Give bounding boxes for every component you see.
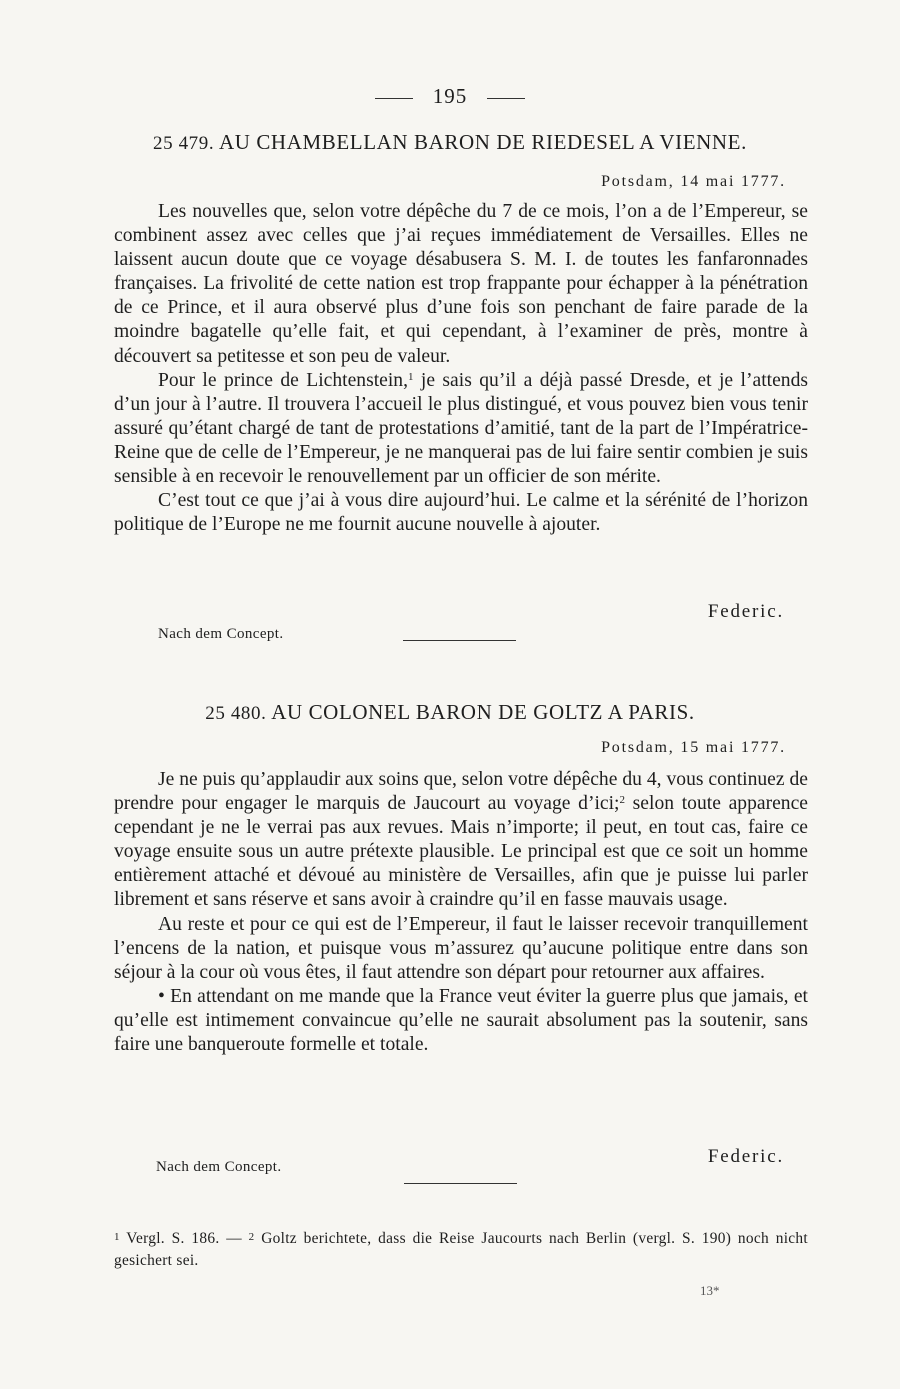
header-rule-left [375, 98, 413, 99]
letter-1-end-rule [403, 640, 516, 641]
letter-2-end-rule [404, 1183, 517, 1184]
letter-1-number: 25 479. [153, 133, 215, 154]
letter-2-paragraph-3 [114, 985, 808, 1057]
paragraph-text: je sais qu’il a déjà passé Dresde, et je l’attends d’un jour à l’autre. Il trouvera l’accueil le plus distingué, et vous pouvez bien vous tenir assuré qu’étant chargé de tant de protestations d’amitié, tant de la part de l’Impératrice-Reine que de celle de l’Empereur, je ne manquerai pas de lui faire sentir combien je suis sensible à en recevoir le renouvellement par un officier de son mérite. [114, 369, 808, 488]
paragraph-text: Au reste et pour ce qui est de l’Empereur, il faut le laisser recevoir tranquillement l’encens de la nation, et puisque vous m’assurez qu’aucune politique entre dans son séjour à la cour où vous êtes, il faut attendre son départ pour retourner aux affaires. [114, 913, 808, 983]
paragraph-text: C’est tout ce que j’ai à vous dire aujourd’hui. Le calme et la sérénité de l’horizon politique de l’Europe ne me fournit aucune nouvelle à ajouter. [114, 490, 808, 536]
footnote-2-text: Goltz berichtete, dass die Reise Jaucourts nach Berlin (vergl. S. 190) noch nicht gesichert sei. [114, 1230, 809, 1269]
letter-2-date: Potsdam, 15 mai 1777. [601, 739, 786, 756]
letter-2-number: 25 480. [205, 703, 267, 724]
paragraph-text: Pour le prince de Lichtenstein, [158, 369, 408, 391]
footnote-ref-2[interactable]: 2 [619, 794, 625, 807]
letter-2-paragraph-1 [114, 768, 808, 913]
letter-2-body [114, 768, 808, 1057]
header-rule-right [487, 98, 525, 99]
letter-1-body [114, 200, 808, 537]
paragraph-text: Je ne puis qu’applaudir aux soins que, selon votre dépêche du 4, vous continuez de prendre pour engager le marquis de Jaucourt au voyage d’ici; [114, 769, 808, 815]
footnote-ref-1[interactable]: 1 [407, 370, 414, 383]
letter-1-title: AU CHAMBELLAN BARON DE RIEDESEL A VIENNE. [218, 130, 747, 154]
letter-2-title: AU COLONEL BARON DE GOLTZ A PARIS. [271, 700, 695, 724]
letter-1-paragraph-1 [114, 200, 808, 369]
letter-1-paragraph-3 [114, 489, 808, 537]
page-header [0, 84, 900, 109]
letter-2-signature: Federic. [707, 1146, 784, 1167]
letter-2-heading [0, 700, 900, 725]
letter-2-source: Nach dem Concept. [156, 1159, 282, 1175]
footnotes [114, 1226, 808, 1272]
footnote-2-marker: 2 [248, 1231, 255, 1243]
footnote-1-marker: 1 [114, 1231, 120, 1243]
letter-1-paragraph-2 [114, 369, 808, 489]
paragraph-text: Les nouvelles que, selon votre dépêche du 7 de ce mois, l’on a de l’Empereur, se combinent assez avec celles que j’ai reçues immédiatement de Versailles. Elles ne laissent aucun doute que ce voyage désabusera S. M. I. de toutes les fanfaronnades françaises. La frivolité de cette nation est trop frappante pour échapper à la pénétration de ce Prince, et il aura observé plus d’une fois son penchant de faire parade de la moindre bagatelle qu’elle fait, et qui cependant, à l’examiner de près, montre à découvert sa petitesse et son peu de valeur. [114, 201, 808, 367]
paragraph-text: • En attendant on me mande que la France veut éviter la guerre plus que jamais, et qu’elle est intimement convaincue qu’elle ne saurait absolument pas la soutenir, sans faire une banqueroute formelle et totale. [114, 985, 808, 1056]
signature-mark: 13* [700, 1283, 720, 1298]
page-number: 195 [432, 84, 468, 108]
letter-1-date: Potsdam, 14 mai 1777. [601, 173, 786, 190]
footnote-1-text: Vergl. S. 186. — [119, 1230, 249, 1247]
letter-1-signature: Federic. [707, 601, 784, 622]
letter-1-source: Nach dem Concept. [158, 626, 284, 642]
letter-1-heading [0, 130, 900, 155]
letter-2-paragraph-2 [114, 913, 808, 985]
paragraph-text: selon toute apparence cependant je ne le verrai pas aux revues. Mais n’importe; il peut, en tout cas, faire ce voyage ensuite sous un autre prétexte plausible. Le principal est que ce soit un homme entièrement attaché et dévoué au ministère de Versailles, afin que je puisse lui parler librement et sans réserve et sans avoir à craindre qu’il en fasse mauvais usage. [114, 793, 808, 911]
